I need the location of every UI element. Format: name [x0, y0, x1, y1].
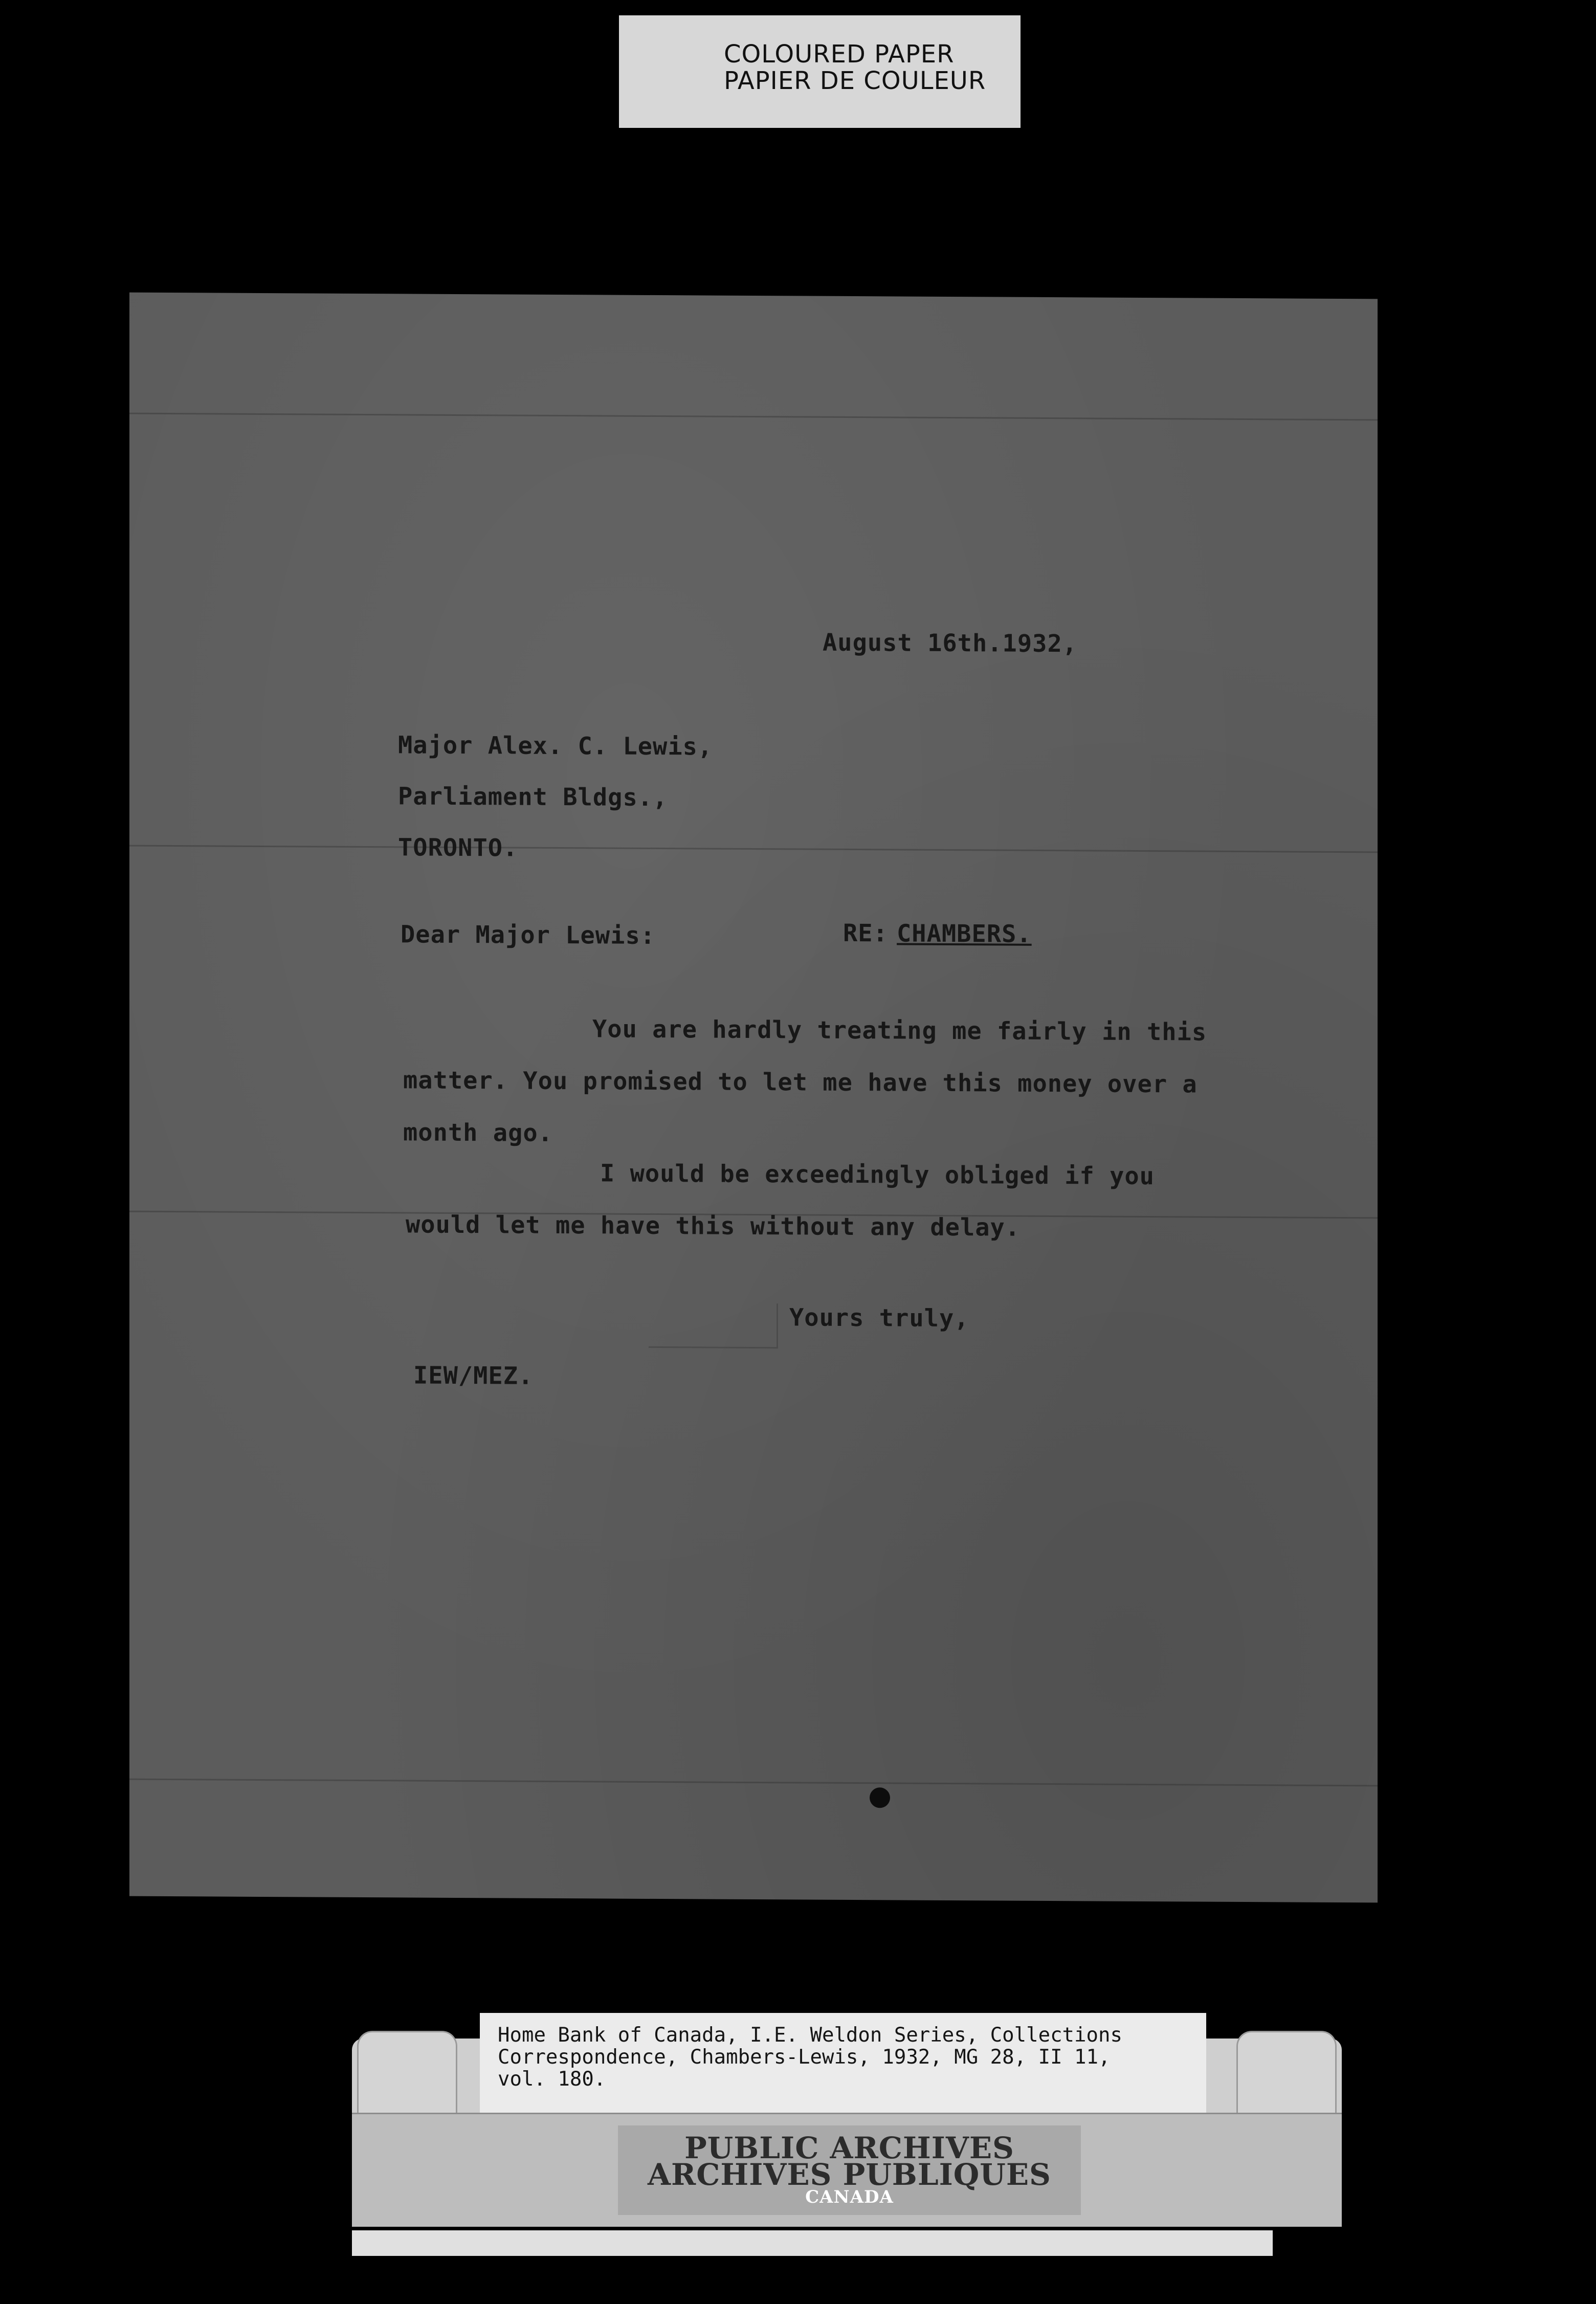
label-line-english: COLOURED PAPER [724, 40, 955, 69]
card-tab-right [1236, 2031, 1337, 2122]
archives-stamp [618, 2125, 1081, 2215]
stamp-line-country: CANADA [805, 2187, 894, 2207]
fold-line [129, 1779, 1378, 1787]
address-line-building: Parliament Bldgs., [398, 782, 668, 812]
typist-initials: IEW/MEZ. [413, 1361, 534, 1390]
re-subject: CHAMBERS. [897, 919, 1032, 948]
body-line: I would be exceedingly obliged if you [600, 1159, 1155, 1191]
signature-space-mark [649, 1303, 778, 1348]
caption-line: Home Bank of Canada, I.E. Weldon Series, Collections [498, 2024, 1122, 2047]
fold-line [129, 413, 1378, 421]
caption-line: Correspondence, Chambers-Lewis, 1932, MG 28, II 11, [498, 2046, 1111, 2069]
ink-blot [870, 1787, 890, 1808]
closing: Yours truly, [789, 1303, 969, 1333]
stamp-line-french: ARCHIVES PUBLIQUES [648, 2157, 1051, 2192]
address-line-name: Major Alex. C. Lewis, [398, 731, 713, 761]
re-prefix: RE: [843, 919, 888, 948]
body-line: would let me have this without any delay. [406, 1210, 1021, 1242]
letter-sheet [129, 293, 1378, 1903]
card-tab-left [357, 2031, 457, 2122]
body-line: matter. You promised to let me have this money over a [403, 1066, 1198, 1099]
body-line: month ago. [403, 1118, 553, 1147]
archive-reference-card [352, 2024, 1342, 2223]
archive-caption [480, 2013, 1206, 2113]
label-line-french: PAPIER DE COULEUR [724, 67, 986, 95]
coloured-paper-label [619, 15, 1021, 128]
fold-line [129, 845, 1378, 853]
letter-date: August 16th.1932, [823, 628, 1078, 658]
caption-line: vol. 180. [498, 2068, 606, 2091]
stamp-line-english: PUBLIC ARCHIVES [684, 2131, 1014, 2165]
address-line-city: TORONTO. [398, 833, 518, 862]
salutation: Dear Major Lewis: [401, 920, 656, 950]
body-line: You are hardly treating me fairly in this [592, 1015, 1207, 1047]
bottom-paper-strip [352, 2230, 1273, 2256]
